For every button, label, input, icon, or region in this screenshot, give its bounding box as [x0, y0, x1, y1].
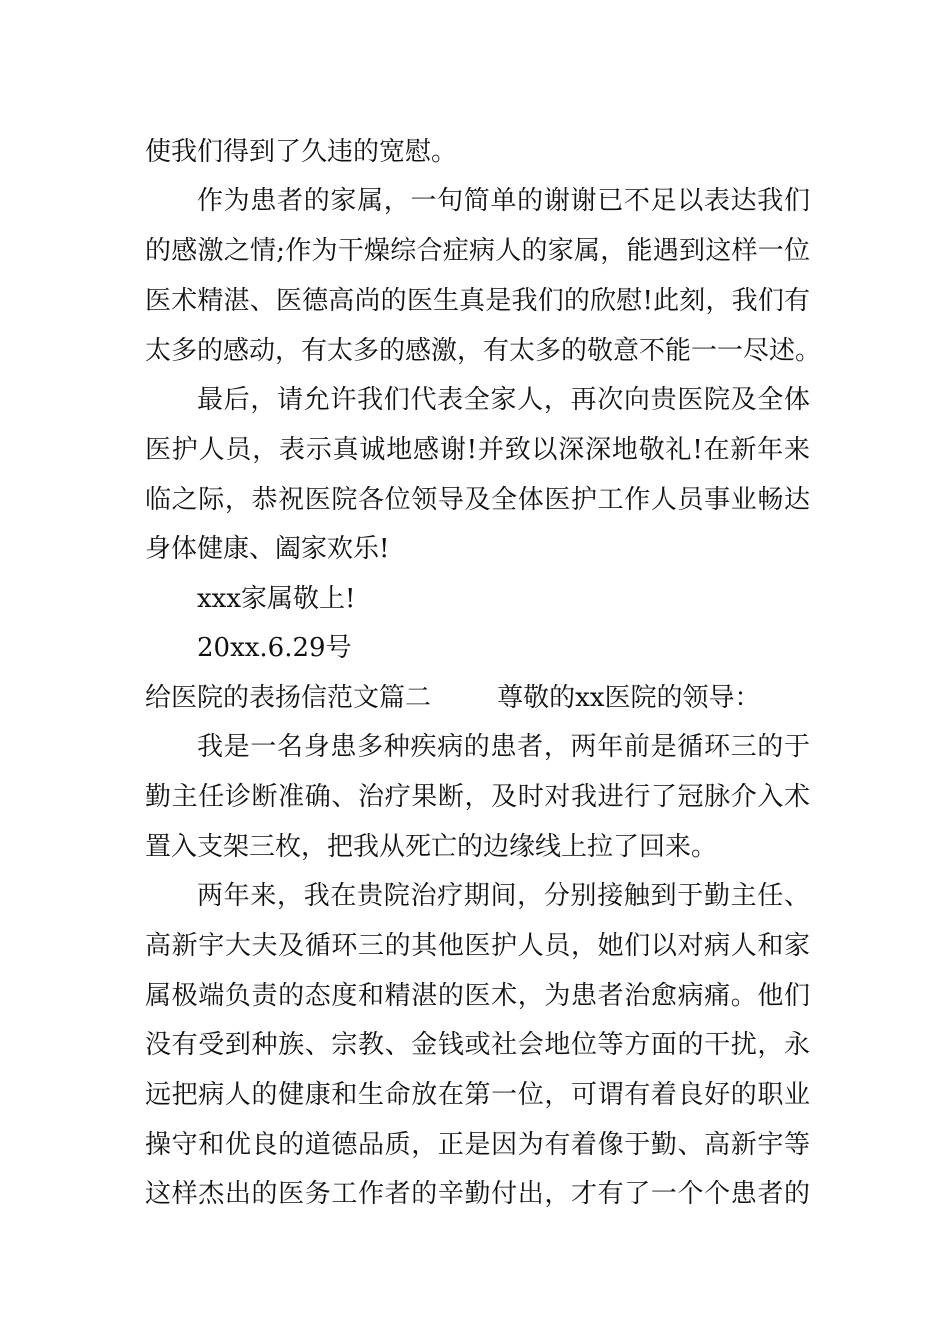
text-line: 置入支架三枚，把我从死亡的边缘线上拉了回来。	[145, 832, 718, 862]
text-line: 高新宇大夫及循环三的其他医护人员，她们以对病人和家	[145, 931, 810, 961]
text-line: 远把病人的健康和生命放在第一位，可谓有着良好的职业	[145, 1080, 810, 1110]
text-line: 的感激之情;作为干燥综合症病人的家属，能遇到这样一位	[145, 236, 810, 266]
paragraph-first-line: 作为患者的家属，一句简单的谢谢已不足以表达我们	[197, 186, 810, 216]
text-line: 太多的感动，有太多的感激，有太多的敬意不能一一尽述。	[145, 336, 822, 366]
text-line: 属极端负责的态度和精湛的医术，为患者治愈病痛。他们	[145, 981, 810, 1011]
text-line: 身体健康、阖家欢乐!	[145, 534, 390, 564]
paragraph-first-line: 最后，请允许我们代表全家人，再次向贵医院及全体	[197, 385, 810, 415]
text-line: 临之际，恭祝医院各位领导及全体医护工作人员事业畅达	[145, 485, 810, 515]
text-line: 没有受到种族、宗教、金钱或社会地位等方面的干扰，永	[145, 1030, 810, 1060]
paragraph-first-line: 两年来，我在贵院治疗期间，分别接触到于勤主任、	[197, 881, 810, 911]
section-heading-line: 给医院的表扬信范文篇二 尊敬的xx医院的领导：	[145, 683, 761, 713]
paragraph-first-line: 我是一名身患多种疾病的患者，两年前是循环三的于	[197, 732, 810, 762]
text-line: 医术精湛、医德高尚的医生真是我们的欣慰!此刻，我们有	[145, 286, 810, 316]
signature-line: xxx家属敬上!	[197, 584, 356, 614]
text-line: 使我们得到了久违的宽慰。	[145, 137, 458, 167]
date-line: 20xx.6.29号	[197, 633, 352, 663]
text-line: 这样杰出的医务工作者的辛勤付出，才有了一个个患者的	[145, 1179, 810, 1209]
text-line: 操守和优良的道德品质，正是因为有着像于勤、高新宇等	[145, 1130, 810, 1160]
text-line: 医护人员，表示真诚地感谢!并致以深深地敬礼!在新年来	[145, 435, 810, 465]
text-line: 勤主任诊断准确、治疗果断，及时对我进行了冠脉介入术	[145, 782, 810, 812]
